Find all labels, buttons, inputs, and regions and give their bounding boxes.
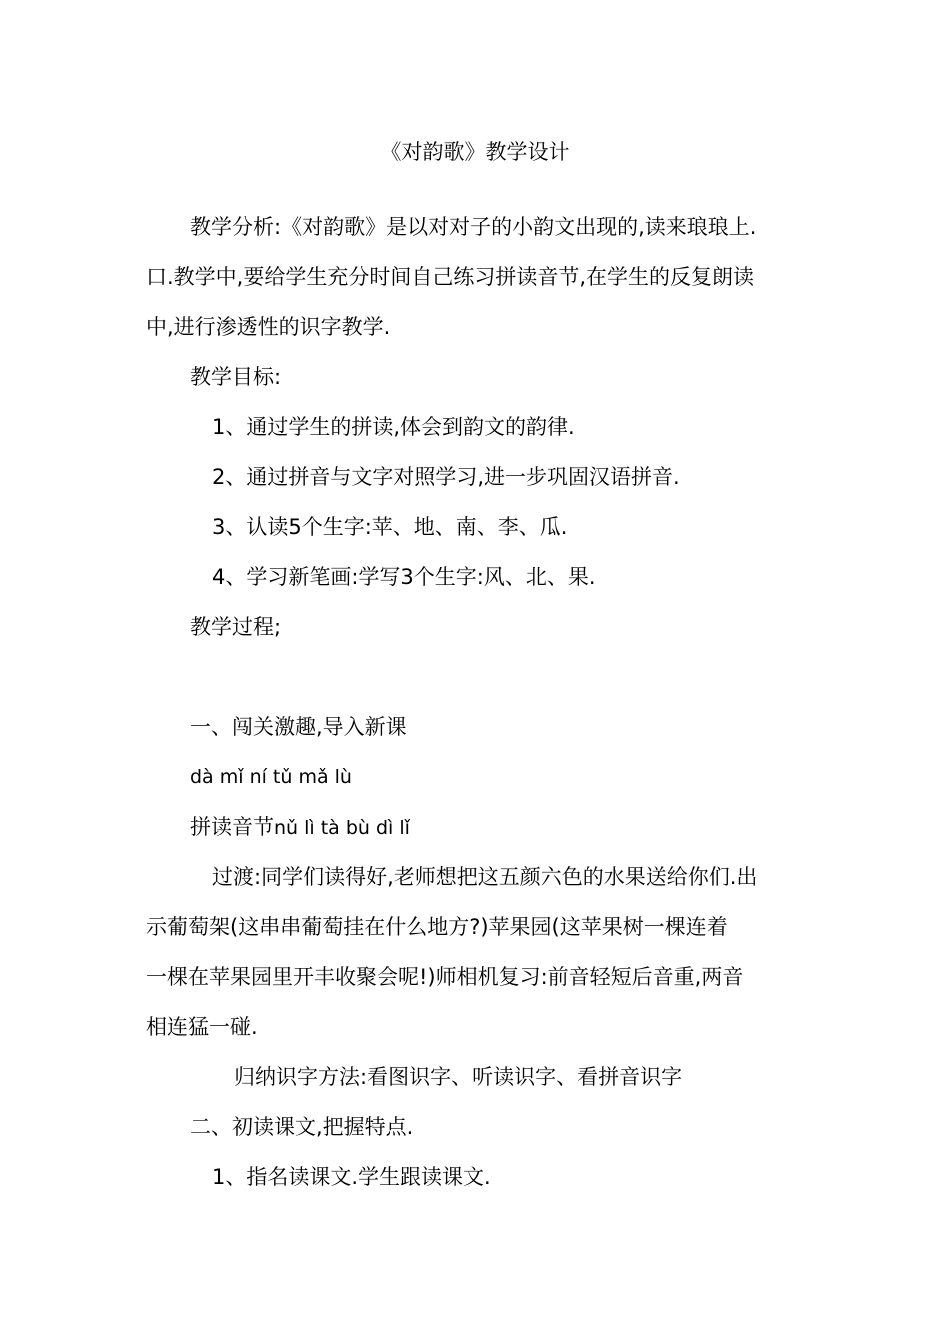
document-title: 《对韵歌》教学设计 xyxy=(380,140,570,164)
transition-line-4: 相连猛一碰. xyxy=(146,1015,258,1039)
analysis-line-1: 教学分析:《对韵歌》是以对对子的小韵文出现的,读来琅琅上. xyxy=(190,215,757,239)
goal-item-1: 1、通过学生的拼读,体会到韵文的韵律. xyxy=(212,415,575,439)
goals-heading: 教学目标: xyxy=(190,365,282,389)
syllable-line xyxy=(190,813,410,842)
transition-line-1: 过渡:同学们读得好,老师想把这五颜六色的水果送给你们.出 xyxy=(212,865,758,889)
syllable-label: 拼读音节 xyxy=(190,815,274,839)
goal-item-3: 3、认读5个生字:苹、地、南、李、瓜. xyxy=(212,515,568,539)
goal-item-2: 2、通过拼音与文字对照学习,进一步巩固汉语拼音. xyxy=(212,465,680,489)
analysis-line-2: 口.教学中,要给学生充分时间自己练习拼读音节,在学生的反复朗读 xyxy=(146,265,755,289)
analysis-line-3: 中,进行渗透性的识字教学. xyxy=(146,315,391,339)
pinyin-line: dà mǐ ní tǔ mǎ lù xyxy=(190,766,352,788)
syllable-pinyin: nǔ lì tà bù dì lǐ xyxy=(274,817,410,839)
section1-heading: 一、闯关激趣,导入新课 xyxy=(190,715,407,739)
section2-item-1: 1、指名读课文.学生跟读课文. xyxy=(212,1165,491,1189)
process-heading: 教学过程; xyxy=(190,615,282,639)
goal-item-4: 4、学习新笔画:学写3个生字:风、北、果. xyxy=(212,565,596,589)
method-summary: 归纳识字方法:看图识字、听读识字、看拼音识字 xyxy=(234,1065,683,1089)
transition-line-3: 一棵在苹果园里开丰收聚会呢!)师相机复习:前音轻短后音重,两音 xyxy=(146,965,744,989)
transition-line-2: 示葡萄架(这串串葡萄挂在什么地方?)苹果园(这苹果树一棵连着 xyxy=(146,915,728,939)
section2-heading: 二、初读课文,把握特点. xyxy=(190,1115,414,1139)
